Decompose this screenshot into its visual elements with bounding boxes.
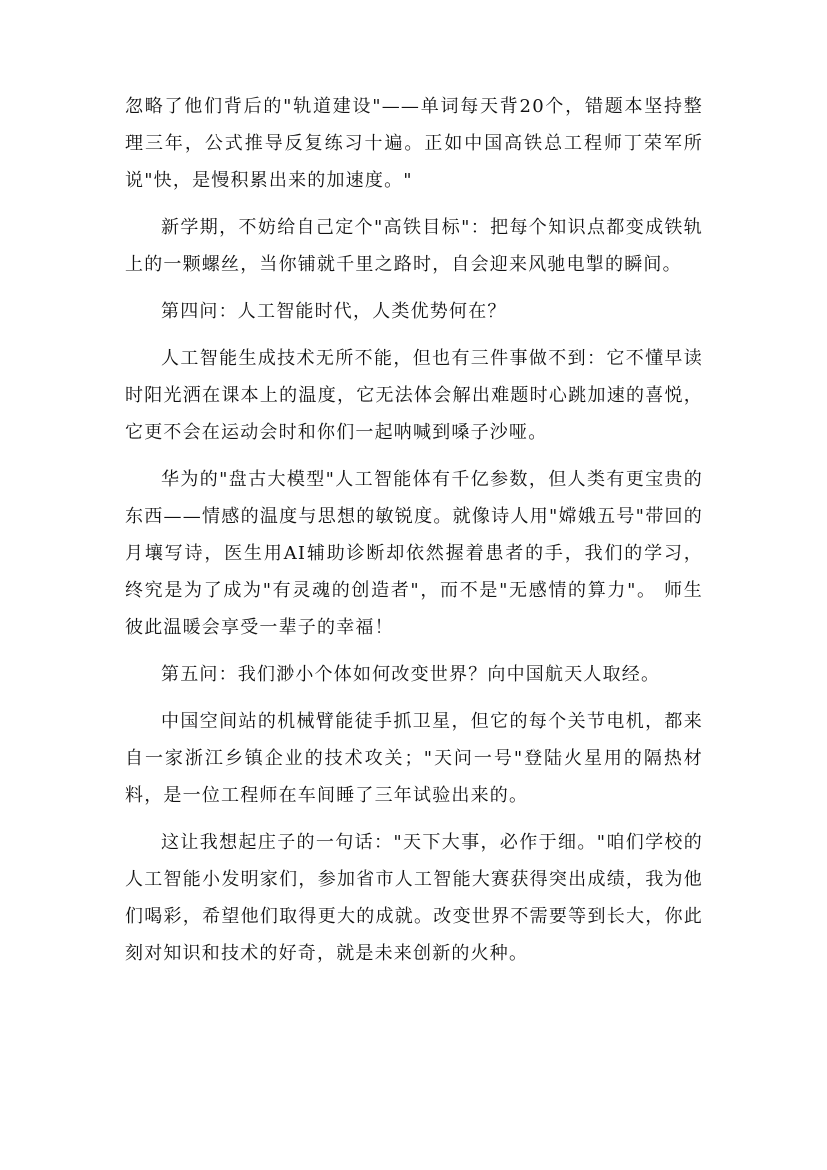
paragraph-ai-limits: 人工智能生成技术无所不能，但也有三件事做不到：它不懂早读时阳光洒在课本上的温度，它无法体会解出难题时心跳加速的喜悦，它更不会在运动会时和你们一起呐喊到嗓子沙哑。 [125,348,703,443]
heading-question-four: 第四问：人工智能时代，人类优势何在？ [161,301,507,322]
paragraph-human-warmth: 华为的"盘古大模型"人工智能体有千亿参数，但人类有更宝贵的东西——情感的温度与思想的敏锐度。就像诗人用"嫦娥五号"带回的月壤写诗，医生用AI辅助诊断却依然握着患者的手，我们的学习，终究是为了成为"有灵魂的创造者"，而不是"无感情的算力"。 师生彼此温暖会享受一辈子的幸福！ [125,469,703,638]
paragraph-high-speed-goal: 新学期，不妨给自己定个"高铁目标"：把每个知识点都变成铁轨上的一颗螺丝，当你铺就千里之路时，自会迎来风驰电掣的瞬间。 [125,217,703,275]
heading-question-five: 第五问：我们渺小个体如何改变世界？向中国航天人取经。 [161,664,661,685]
paragraph-space-station: 中国空间站的机械臂能徒手抓卫星，但它的每个关节电机，都来自一家浙江乡镇企业的技术攻关；"天问一号"登陆火星用的隔热材料，是一位工程师在车间睡了三年试验出来的。 [125,711,703,806]
paragraph-zhuangzi-quote: 这让我想起庄子的一句话："天下大事，必作于细。"咱们学校的人工智能小发明家们，参加省市人工智能大赛获得突出成绩，我为他们喝彩，希望他们取得更大的成就。改变世界不需要等到长大，你此刻对知识和技术的好奇，就是未来创新的火种。 [125,832,703,964]
paragraph-rail-construction: 忽略了他们背后的"轨道建设"——单词每天背20个，错题本坚持整理三年，公式推导反复练习十遍。正如中国高铁总工程师丁荣军所说"快，是慢积累出来的加速度。" [125,96,703,191]
document-body [125,88,703,982]
